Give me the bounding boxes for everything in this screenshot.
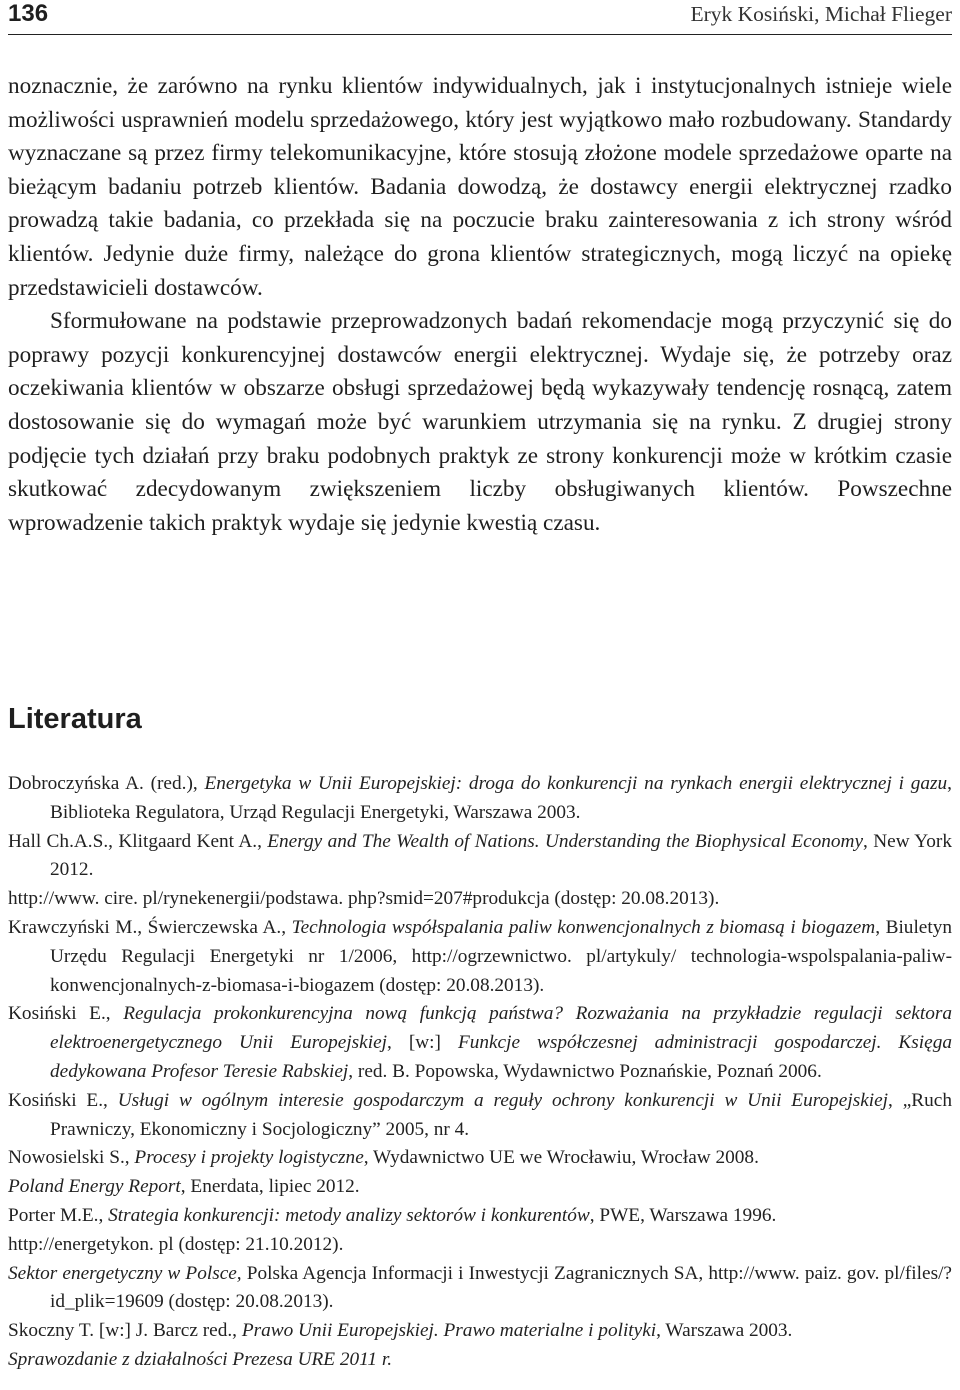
reference-item: Nowosielski S., Procesy i projekty logistyczne, Wydawnictwo UE we Wrocławiu, Wrocław 2008.	[8, 1147, 759, 1169]
reference-item: Porter M.E., Strategia konkurencji: metody analizy sektorów i konkurentów, PWE, Warszawa 1996.	[8, 1204, 777, 1226]
paragraph-1: noznacznie, że zarówno na rynku klientów indywidualnych, jak i instytucjonalnych istnieje wiele możliwości usprawnień modelu sprzedażowego, który jest wyjątkowo mało rozbudowany. Standardy wyznaczane są przez firmy telekomunikacyjne, które stosują złożone modele sprzedażowe oparte na bieżącym badaniu potrzeb klientów. Badania dowodzą, że dostawcy energii elektrycznej rzadko prowadzą takie badania, co przekłada się na poczucie braku zainteresowania z ich strony wśród klientów. Jedynie duże firmy, należące do grona klientów strategicznych, mogą liczyć na opiekę przedstawicieli dostawców.	[8, 73, 952, 301]
running-head-authors: Eryk Kosiński, Michał Flieger	[690, 2, 952, 26]
reference-item: Krawczyński M., Świerczewska A., Technologia współspalania paliw konwencjonalnych z biomasą i biogazem, Biuletyn Urzędu Regulacji Energetyki nr 1/2006, http://ogrzewnictwo. pl/artykuly/ technologia-wspolspalania-paliw-konwencjonalnych-z-biomasa-i-biogazem (dostęp: 20.08.2013).	[8, 916, 952, 996]
reference-list	[8, 770, 952, 1375]
reference-item: http://energetykon. pl (dostęp: 21.10.2012).	[8, 1233, 344, 1255]
reference-item: http://www. cire. pl/rynekenergii/podstawa. php?smid=207#produkcja (dostęp: 20.08.2013).	[8, 888, 720, 910]
reference-item: Dobroczyńska A. (red.), Energetyka w Unii Europejskiej: droga do konkurencji na rynkach energii elektrycznej i gazu, Biblioteka Regulatora, Urząd Regulacji Energetyki, Warszawa 2003.	[8, 773, 952, 823]
reference-item: Sektor energetyczny w Polsce, Polska Agencja Informacji i Inwestycji Zagranicznych SA, http://www. paiz. gov. pl/files/?id_plik=19609 (dostęp: 20.08.2013).	[8, 1262, 952, 1313]
reference-item: Poland Energy Report, Enerdata, lipiec 2012.	[8, 1176, 360, 1198]
reference-item: Hall Ch.A.S., Klitgaard Kent A., Energy and The Wealth of Nations. Understanding the Biophysical Economy, New York 2012.	[8, 830, 952, 881]
paragraph-2: Sformułowane na podstawie przeprowadzonych badań rekomendacje mogą przyczynić się do poprawy pozycji konkurencyjnej dostawców energii elektrycznej. Wydaje się, że potrzeby oraz oczekiwania klientów w obszarze obsługi sprzedażowej będą wykazywały tendencję rosnącą, zatem dostosowanie się do wymagań może być warunkiem utrzymania się na rynku. Z drugiej strony podjęcie tych działań przy braku podobnych praktyk ze strony konkurencji może w krótkim czasie skutkować zdecydowanym zwiększeniem liczby obsługiwanych klientów. Powszechne wprowadzenie takich praktyk wydaje się jedynie kwestią czasu.	[8, 308, 952, 536]
reference-item: Kosiński E., Usługi w ogólnym interesie gospodarczym a reguły ochrony konkurencji w Unii Europejskiej, „Ruch Prawniczy, Ekonomiczny i Socjologiczny” 2005, nr 4.	[8, 1089, 952, 1140]
body-text	[8, 70, 952, 540]
page-number: 136	[8, 0, 49, 27]
reference-item: Skoczny T. [w:] J. Barcz red., Prawo Unii Europejskiej. Prawo materialne i polityki, Warszawa 2003.	[8, 1320, 793, 1342]
literature-heading: Literatura	[8, 703, 142, 735]
reference-item: Kosiński E., Regulacja prokonkurencyjna nową funkcją państwa? Rozważania na przykładzie regulacji sektora elektroenergetycznego Unii Europejskiej, [w:] Funkcje współczesnej administracji gospodarczej. Księga dedykowana Profesor Teresie Rabskiej, red. B. Popowska, Wydawnictwo Poznańskie, Poznań 2006.	[8, 1003, 952, 1082]
running-header	[8, 0, 952, 35]
reference-item: Sprawozdanie z działalności Prezesa URE 2011 r.	[8, 1348, 393, 1370]
